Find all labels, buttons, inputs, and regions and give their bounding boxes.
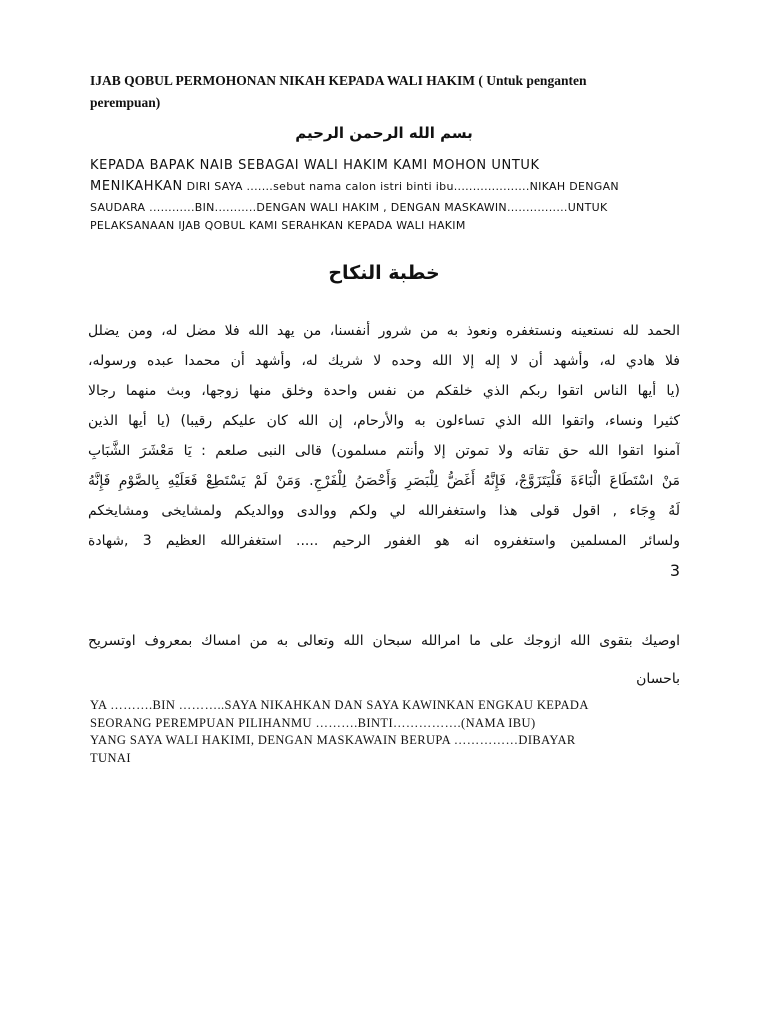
khutbah-line: كثيرا ونساء، واتقوا الله الذي تساءلون به والأرحام، إن الله كان عليكم رقيبا) (يا أيها الذين xyxy=(88,413,680,429)
khutbah-number: 3 xyxy=(669,561,680,580)
title-line2: perempuan) xyxy=(90,95,161,110)
request-line-3: SAUDARA ............BIN...........DENGAN WALI HAKIM , DENGAN MASKAWIN................UNTUK xyxy=(90,201,608,214)
khutbah-line: (يا أيها الناس اتقوا ربكم الذي خلقكم من نفس واحدة وخلق منها زوجها، وبث منهما رجالا xyxy=(88,383,680,399)
title-main: IJAB QOBUL PERMOHONAN NIKAH KEPADA WALI HAKIM xyxy=(90,73,476,88)
khutbah-title: خطبة النكاح xyxy=(328,262,440,284)
ijab-paragraph xyxy=(90,697,690,767)
khutbah-line: فلا هادي له، وأشهد أن لا إله إلا الله وحده لا شريك له، وأشهد أن محمدا عبده ورسوله، xyxy=(88,353,680,369)
advice-text xyxy=(88,622,680,698)
advice-line: اوصيك بتقوى الله ازوجك على ما امرالله سبحان الله وتعالى به من امساك بمعروف اوتسريح xyxy=(88,633,680,649)
request-line-2-small: DIRI SAYA .......sebut nama calon istri binti ibu....................NIKAH DENGAN xyxy=(182,180,619,193)
khutbah-line: آمنوا اتقوا الله حق تقاته ولا تموتن إلا وأنتم مسلمون) قالى النبى صلعم : يَا مَعْشَرَ الشَّبَابِ xyxy=(88,443,680,459)
ijab-line-2: SEORANG PEREMPUAN PILIHANMU ……….BINTI…………….(NAMA IBU) xyxy=(90,715,536,730)
ijab-line-3: YANG SAYA WALI HAKIMI, DENGAN MASKAWAIN BERUPA ……………DIBAYAR xyxy=(90,733,576,747)
khutbah-line: لَهُ وِجَاء , اقول قولى هذا واستغفرالله لي ولكم ووالدى ووالديكم ولمشايخى ومشايخكم xyxy=(88,503,680,519)
request-line-4: PELAKSANAAN IJAB QOBUL KAMI SERAHKAN KEPADA WALI HAKIM xyxy=(90,219,466,232)
ijab-line-4: TUNAI xyxy=(90,750,131,765)
request-paragraph xyxy=(90,155,680,233)
khutbah-line: الحمد لله نستعينه ونستغفره ونعوذ به من شرور أنفسنا، من يهد الله فلا مضل له، ومن يضلل xyxy=(88,323,680,339)
khutbah-line: مَنْ اسْتَطَاعَ الْبَاءَةَ فَلْيَتَزَوَّجْ، فَإِنَّهُ أَغَضُّ لِلْبَصَرِ وَأَحْصَنُ لِلْفَرْجِ. وَمَنْ لَمْ يَسْتَطِعْ فَعَلَيْهِ بِالصَّوْمِ فَإِنَّهُ xyxy=(88,473,680,489)
request-line-1: KEPADA BAPAK NAIB SEBAGAI WALI HAKIM KAMI MOHON UNTUK xyxy=(90,158,540,173)
document-title xyxy=(90,70,690,114)
ijab-line-1: YA ……….BIN ………..SAYA NIKAHKAN DAN SAYA KAWINKAN ENGKAU KEPADA xyxy=(90,698,589,712)
khutbah-line: ولسائر المسلمين واستغفروه انه هو الغفور الرحيم ..... استغفرالله العظيم 3 ,شهادة xyxy=(88,533,680,549)
khutbah-text xyxy=(88,316,680,586)
advice-line: باحسان xyxy=(636,671,680,687)
basmala: بسم الله الرحمن الرحيم xyxy=(295,124,473,142)
title-paren: ( Untuk penganten xyxy=(475,73,587,88)
request-line-2-big: MENIKAHKAN xyxy=(90,179,183,194)
